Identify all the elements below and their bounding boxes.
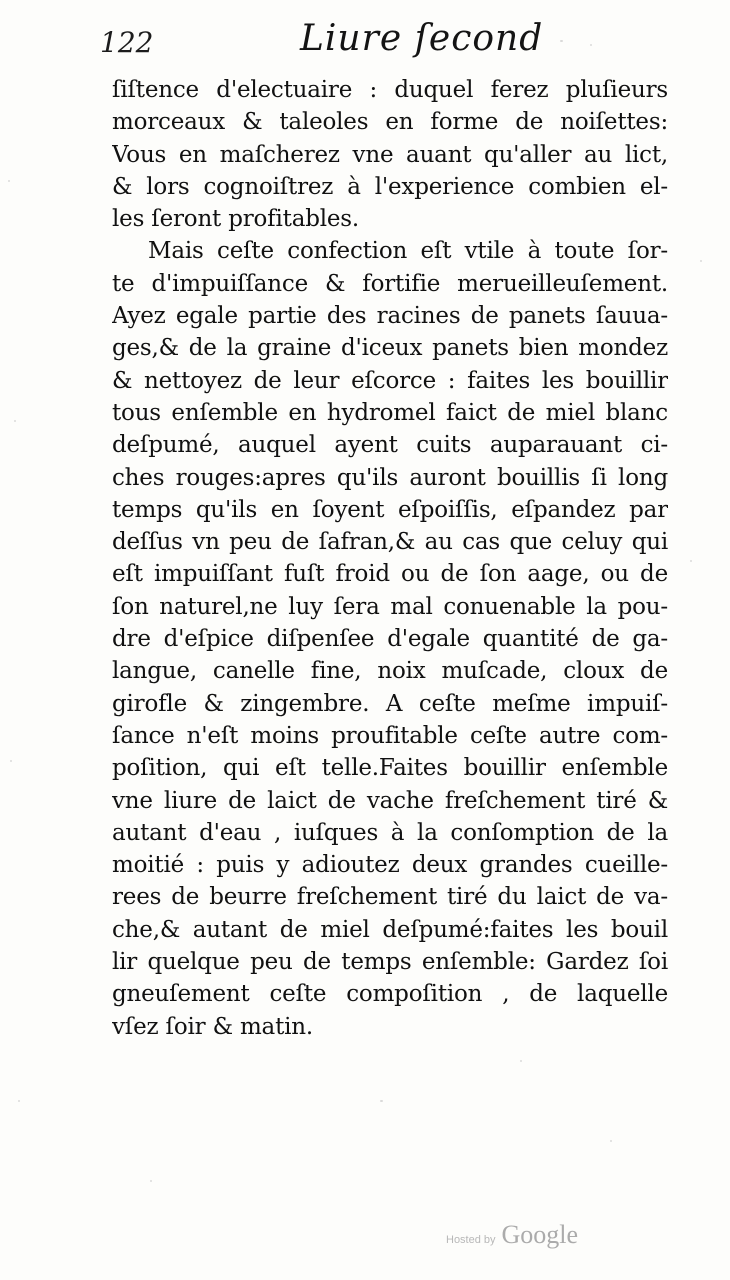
- text-line: ges,& de la graine d'iceux panets bien mondez: [112, 335, 668, 362]
- page-header: [100, 18, 660, 68]
- text-line: morceaux & taleoles en forme de noiſettes:: [112, 109, 668, 136]
- text-line: ſance n'eſt moins proufitable ceſte autre com-: [112, 722, 668, 749]
- scan-speckle: [610, 1140, 612, 1142]
- text-line: deſpumé, auquel ayent cuits auparauant ci-: [112, 432, 668, 459]
- text-line: ſiſtence d'electuaire : duquel ferez pluſieurs: [112, 77, 668, 103]
- text-line: lir quelque peu de temps enſemble: Gardez ſoi: [112, 949, 668, 976]
- text-line: girofle & zingembre. A ceſte meſme impuiſ-: [112, 690, 668, 717]
- text-line: poſition, qui eſt telle.Faites bouillir enſemble: [112, 755, 668, 782]
- text-line: Ayez egale partie des racines de panets ſauua-: [112, 303, 668, 330]
- scan-speckle: [520, 1060, 522, 1062]
- text-line: deſſus vn peu de ſafran,& au cas que celuy qui: [112, 529, 668, 556]
- scan-speckle: [690, 560, 692, 562]
- scan-speckle: [14, 420, 16, 422]
- text-line: vſez ſoir & matin.: [112, 1013, 313, 1040]
- scan-speckle: [18, 1100, 20, 1102]
- text-line: che,& autant de miel deſpumé:faites les bouil: [112, 916, 668, 943]
- text-line: langue, canelle fine, noix muſcade, cloux de: [112, 658, 668, 685]
- hosted-by-label: Hosted by: [446, 1234, 496, 1246]
- text-line: moitié : puis y adioutez deux grandes cueille-: [112, 852, 668, 879]
- text-line: temps qu'ils en ſoyent eſpoiſſis, eſpandez par: [112, 496, 668, 523]
- text-line: vne liure de laict de vache freſchement tiré &: [112, 787, 668, 814]
- scan-speckle: [8, 180, 10, 182]
- text-line: Vous en maſcherez vne auant qu'aller au lict,: [112, 141, 668, 168]
- scan-speckle: [560, 40, 563, 42]
- scan-speckle: [590, 44, 592, 46]
- scan-speckle: [700, 260, 702, 262]
- google-logo: Google: [501, 1220, 579, 1249]
- text-line: tous enſemble en hydromel faict de miel blanc: [112, 399, 668, 426]
- text-line: les ſeront profitables.: [112, 206, 360, 233]
- scan-speckle: [380, 1100, 383, 1102]
- text-line: te d'impuiſſance & fortifie merueilleuſement.: [112, 270, 668, 297]
- text-line: gneuſement ceſte compoſition , de laquelle: [112, 981, 668, 1008]
- page-number: 122: [100, 26, 154, 59]
- text-line: & nettoyez de leur eſcorce : faites les bouillir: [112, 367, 668, 394]
- google-watermark: [446, 1220, 578, 1252]
- running-head: Liure ſecond: [300, 18, 544, 59]
- text-line: ſon naturel,ne luy ſera mal conuenable la pou-: [112, 593, 668, 620]
- scan-speckle: [10, 760, 12, 762]
- text-line: eſt impuiſſant fuſt froid ou de ſon aage, ou de: [112, 561, 668, 588]
- paragraph-start-line: Mais ceſte confection eſt vtile à toute ſor-: [148, 238, 668, 265]
- text-line: dre d'eſpice diſpenſee d'egale quantité de ga-: [112, 626, 668, 653]
- text-line: ches rouges:apres qu'ils auront bouillis ſi long: [112, 464, 668, 491]
- text-line: rees de beurre freſchement tiré du laict de va-: [112, 884, 668, 911]
- body-text: [112, 74, 668, 1043]
- text-line: & lors cognoiſtrez à l'experience combien el-: [112, 173, 668, 200]
- scan-speckle: [150, 1180, 152, 1182]
- text-line: autant d'eau , iuſques à la conſomption de la: [112, 819, 668, 846]
